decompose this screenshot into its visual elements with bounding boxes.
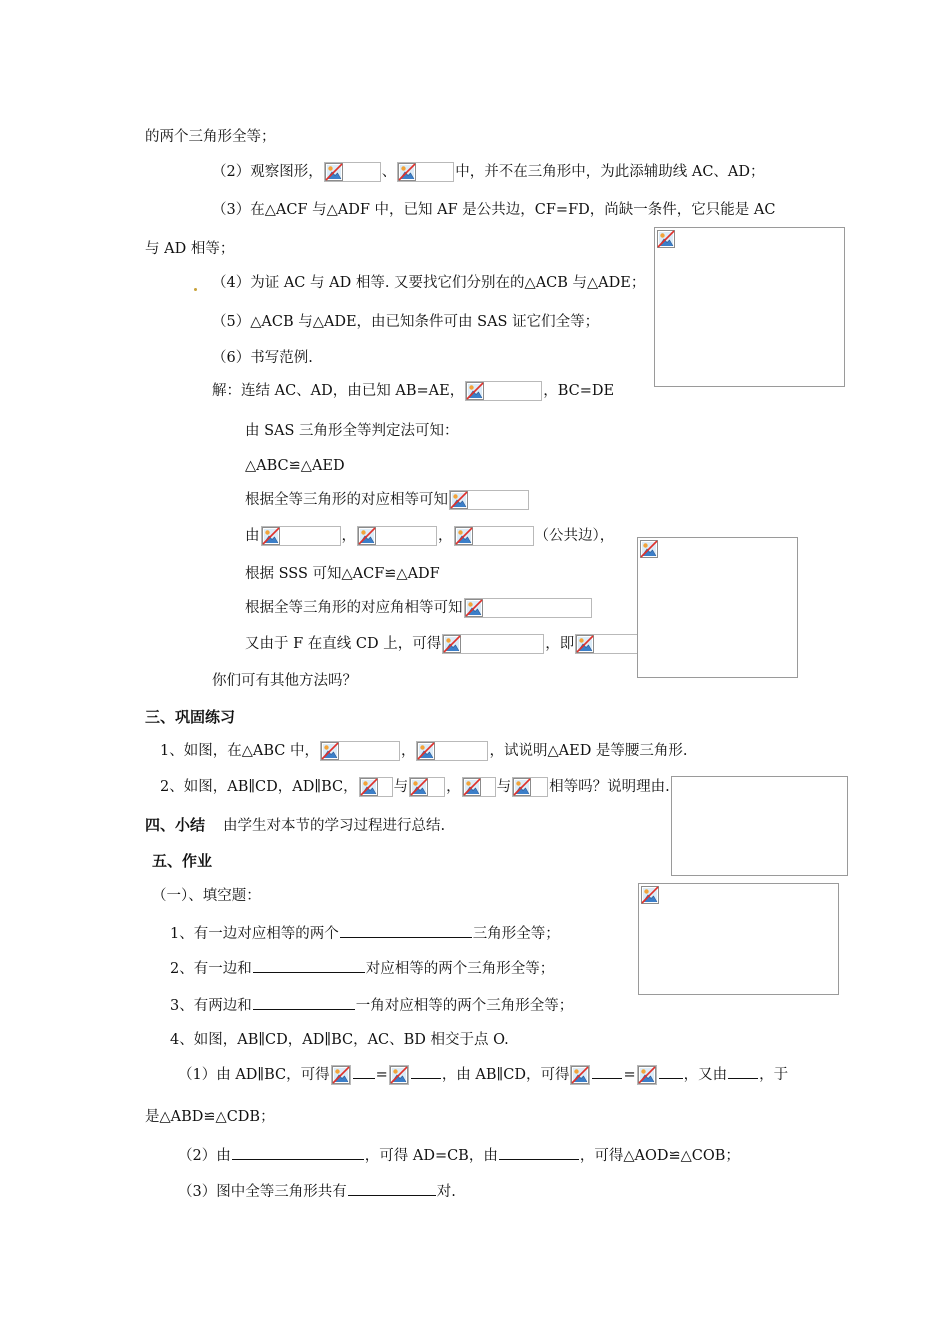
broken-image-icon bbox=[357, 526, 437, 546]
summary-line: 四、小结 由学生对本节的学习过程进行总结. bbox=[145, 816, 446, 834]
text-line: 根据 SSS 可知△ACF≌△ADF bbox=[245, 566, 440, 582]
fill-blank-item: （2）由 ，可得 AD=CB，由 ，可得△AOD≌△COB； bbox=[178, 1144, 740, 1166]
broken-image-icon bbox=[454, 526, 534, 546]
answer-blank bbox=[232, 1144, 364, 1160]
text-line: 的两个三角形全等； bbox=[145, 129, 276, 145]
text-line: 又由于 F 在直线 CD 上，可得 ，即 bbox=[245, 634, 661, 654]
fill-blank-item: （1）由 AD∥BC，可得 = ，由 AB∥CD，可得 = ，又由 ，于 bbox=[178, 1063, 788, 1085]
answer-blank bbox=[411, 1063, 441, 1079]
text-line: 根据全等三角形的对应角相等可知 bbox=[245, 598, 593, 618]
figure-placeholder bbox=[637, 537, 798, 678]
broken-image-icon bbox=[570, 1065, 590, 1085]
answer-blank bbox=[728, 1063, 758, 1079]
broken-image-icon bbox=[261, 526, 341, 546]
broken-image-icon bbox=[409, 777, 445, 797]
broken-image-icon bbox=[512, 777, 548, 797]
answer-blank bbox=[592, 1063, 622, 1079]
fill-blank-item: 1、有一边对应相等的两个 三角形全等； bbox=[170, 922, 560, 944]
figure-placeholder bbox=[671, 776, 848, 876]
answer-blank bbox=[340, 922, 472, 938]
broken-image-icon bbox=[320, 741, 400, 761]
fill-blank-item: （3）图中全等三角形共有 对. bbox=[178, 1180, 456, 1202]
text-line: （5）△ACB 与△ADE，由已知条件可由 SAS 证它们全等； bbox=[212, 314, 600, 330]
broken-image-icon bbox=[641, 886, 659, 904]
text-line: 解：连结 AC、AD，由已知 AB=AE， ，BC=DE bbox=[212, 383, 615, 399]
subheading: （一）、填空题： bbox=[152, 888, 261, 904]
broken-image-icon bbox=[331, 1065, 351, 1085]
broken-image-icon bbox=[449, 490, 529, 510]
broken-image-icon bbox=[359, 777, 393, 797]
section-heading: 五、作业 bbox=[152, 852, 213, 870]
broken-image-icon bbox=[657, 230, 675, 248]
text-line: △ABC≌△AED bbox=[245, 458, 345, 474]
text-line: 由 SAS 三角形全等判定法可知： bbox=[245, 423, 459, 439]
fill-blank-item: 3、有两边和 一角对应相等的两个三角形全等； bbox=[170, 994, 573, 1016]
broken-image-icon bbox=[637, 1065, 657, 1085]
text-line: （4）为证 AC 与 AD 相等. 又要找它们分别在的△ACB 与△ADE； bbox=[212, 275, 646, 291]
answer-blank bbox=[659, 1063, 683, 1079]
text-line: 与 AD 相等； bbox=[145, 241, 235, 257]
figure-placeholder bbox=[654, 227, 845, 387]
broken-image-icon bbox=[465, 381, 542, 401]
broken-image-icon bbox=[640, 540, 658, 558]
answer-blank bbox=[353, 1063, 375, 1079]
text-line: （3）在△ACF 与△ADF 中，已知 AF 是公共边，CF=FD，尚缺一条件，它只能是 AC bbox=[212, 202, 776, 218]
broken-image-icon bbox=[416, 741, 488, 761]
text-line: （2）观察图形， 、 中，并不在三角形中，为此添辅助线 AC、AD； bbox=[212, 164, 765, 180]
broken-image-icon bbox=[397, 162, 454, 182]
broken-image-icon bbox=[442, 634, 544, 654]
section-heading: 四、小结 bbox=[145, 816, 206, 834]
text-line: 根据全等三角形的对应相等可知 bbox=[245, 490, 530, 510]
exercise-item: 2、如图，AB∥CD，AD∥BC， 与 ， 与 相等吗？说明理由. bbox=[160, 779, 670, 795]
section-heading: 三、巩固练习 bbox=[145, 708, 236, 726]
text-line: 是△ABD≌△CDB； bbox=[145, 1109, 275, 1125]
answer-blank bbox=[499, 1144, 579, 1160]
broken-image-icon bbox=[324, 162, 381, 182]
answer-blank bbox=[253, 994, 355, 1010]
answer-blank bbox=[348, 1180, 436, 1196]
text-line: 你们可有其他方法吗？ bbox=[212, 673, 357, 689]
fill-blank-item: 2、有一边和 对应相等的两个三角形全等； bbox=[170, 957, 554, 979]
exercise-item: 1、如图，在△ABC 中， ， ，试说明△AED 是等腰三角形. bbox=[160, 743, 688, 759]
broken-image-icon bbox=[389, 1065, 409, 1085]
text-line: 由 ， ， （公共边）， bbox=[245, 528, 615, 544]
ink-dot bbox=[194, 288, 197, 291]
fill-blank-item: 4、如图，AB∥CD，AD∥BC，AC、BD 相交于点 O. bbox=[170, 1032, 509, 1048]
broken-image-icon bbox=[462, 777, 496, 797]
text-line: （6）书写范例. bbox=[212, 350, 313, 366]
figure-placeholder bbox=[638, 883, 839, 995]
answer-blank bbox=[253, 957, 365, 973]
broken-image-icon bbox=[464, 598, 592, 618]
